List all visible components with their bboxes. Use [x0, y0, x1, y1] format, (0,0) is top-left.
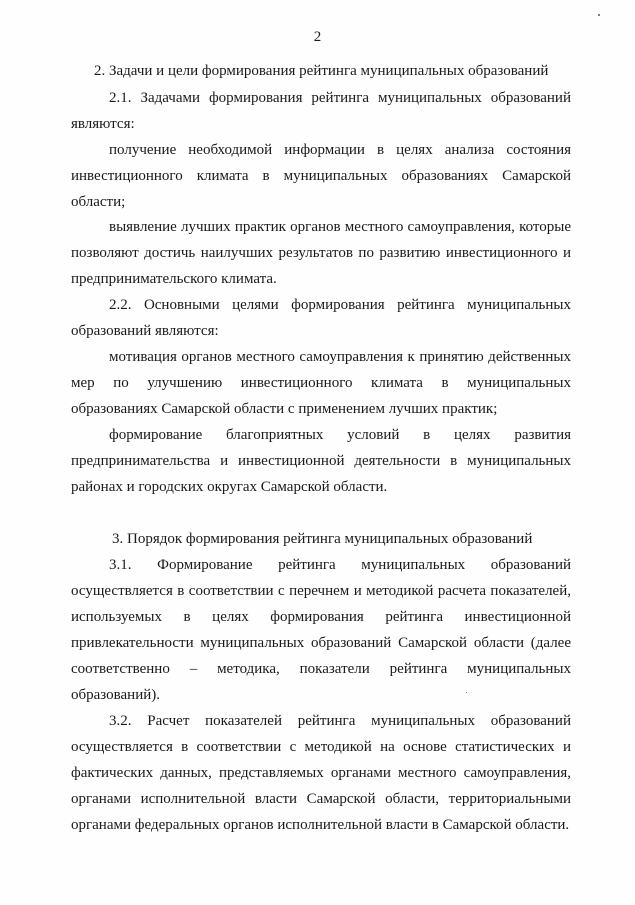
paragraph-2-2-line: образований являются:	[71, 323, 219, 339]
paragraph-2-1b-line: предпринимательского климата.	[71, 271, 277, 287]
paragraph-3-2-line: 3.2. Расчет показателей рейтинга муниципальных образований	[109, 713, 571, 729]
section-3-heading: 3. Порядок формирования рейтинга муниципальных образований	[112, 531, 533, 547]
paragraph-3-1-line: осуществляется в соответствии с перечнем и методикой расчета показателей,	[71, 583, 571, 599]
scan-speck	[466, 692, 467, 693]
paragraph-2-2a-line: образованиях Самарской области с применением лучших практик;	[71, 401, 498, 417]
paragraph-3-2-line: фактических данных, представляемых органами местного самоуправления,	[71, 765, 571, 781]
paragraph-2-1-line: являются:	[71, 116, 135, 132]
paragraph-3-2-line: органами федеральных органов исполнительной власти в Самарской области.	[71, 817, 570, 833]
paragraph-2-2b-line: формирование благоприятных условий в целях развития	[109, 427, 571, 443]
paragraph-3-1-line: 3.1. Формирование рейтинга муниципальных образований	[109, 557, 571, 573]
paragraph-3-1-line: используемых в целях формирования рейтинга инвестиционной	[71, 609, 571, 625]
paragraph-3-2-line: осуществляется в соответствии с методикой на основе статистических и	[71, 739, 571, 755]
paragraph-2-2b-line: районах и городских округах Самарской области.	[71, 479, 388, 495]
paragraph-2-1a-line: инвестиционного климата в муниципальных образованиях Самарской	[71, 168, 571, 184]
paragraph-3-1-line: соответственно – методика, показатели рейтинга муниципальных	[71, 661, 571, 677]
paragraph-2-2a-line: мотивация органов местного самоуправления к принятию действенных	[109, 349, 571, 365]
paragraph-2-2a-line: мер по улучшению инвестиционного климата в муниципальных	[71, 375, 571, 391]
paragraph-2-1a-line: получение необходимой информации в целях анализа состояния	[109, 142, 571, 158]
paragraph-2-1b-line: выявление лучших практик органов местного самоуправления, которые	[109, 219, 571, 235]
paragraph-3-1-line: образований).	[71, 687, 160, 703]
scan-speck	[598, 14, 600, 16]
paragraph-3-1-line: привлекательности муниципальных образований Самарской области (далее	[71, 635, 571, 651]
paragraph-2-1b-line: позволяют достичь наилучших результатов по развитию инвестиционного и	[71, 245, 571, 261]
paragraph-3-2-line: органами исполнительной власти Самарской области, территориальными	[71, 791, 571, 807]
section-2-heading: 2. Задачи и цели формирования рейтинга муниципальных образований	[94, 63, 549, 79]
paragraph-2-1-line: 2.1. Задачами формирования рейтинга муниципальных образований	[109, 90, 571, 106]
paragraph-2-1a-line: области;	[71, 194, 126, 210]
paragraph-2-2-line: 2.2. Основными целями формирования рейтинга муниципальных	[109, 297, 571, 313]
paragraph-2-2b-line: предпринимательства и инвестиционной деятельности в муниципальных	[71, 453, 571, 469]
page-number: 2	[313, 29, 322, 45]
